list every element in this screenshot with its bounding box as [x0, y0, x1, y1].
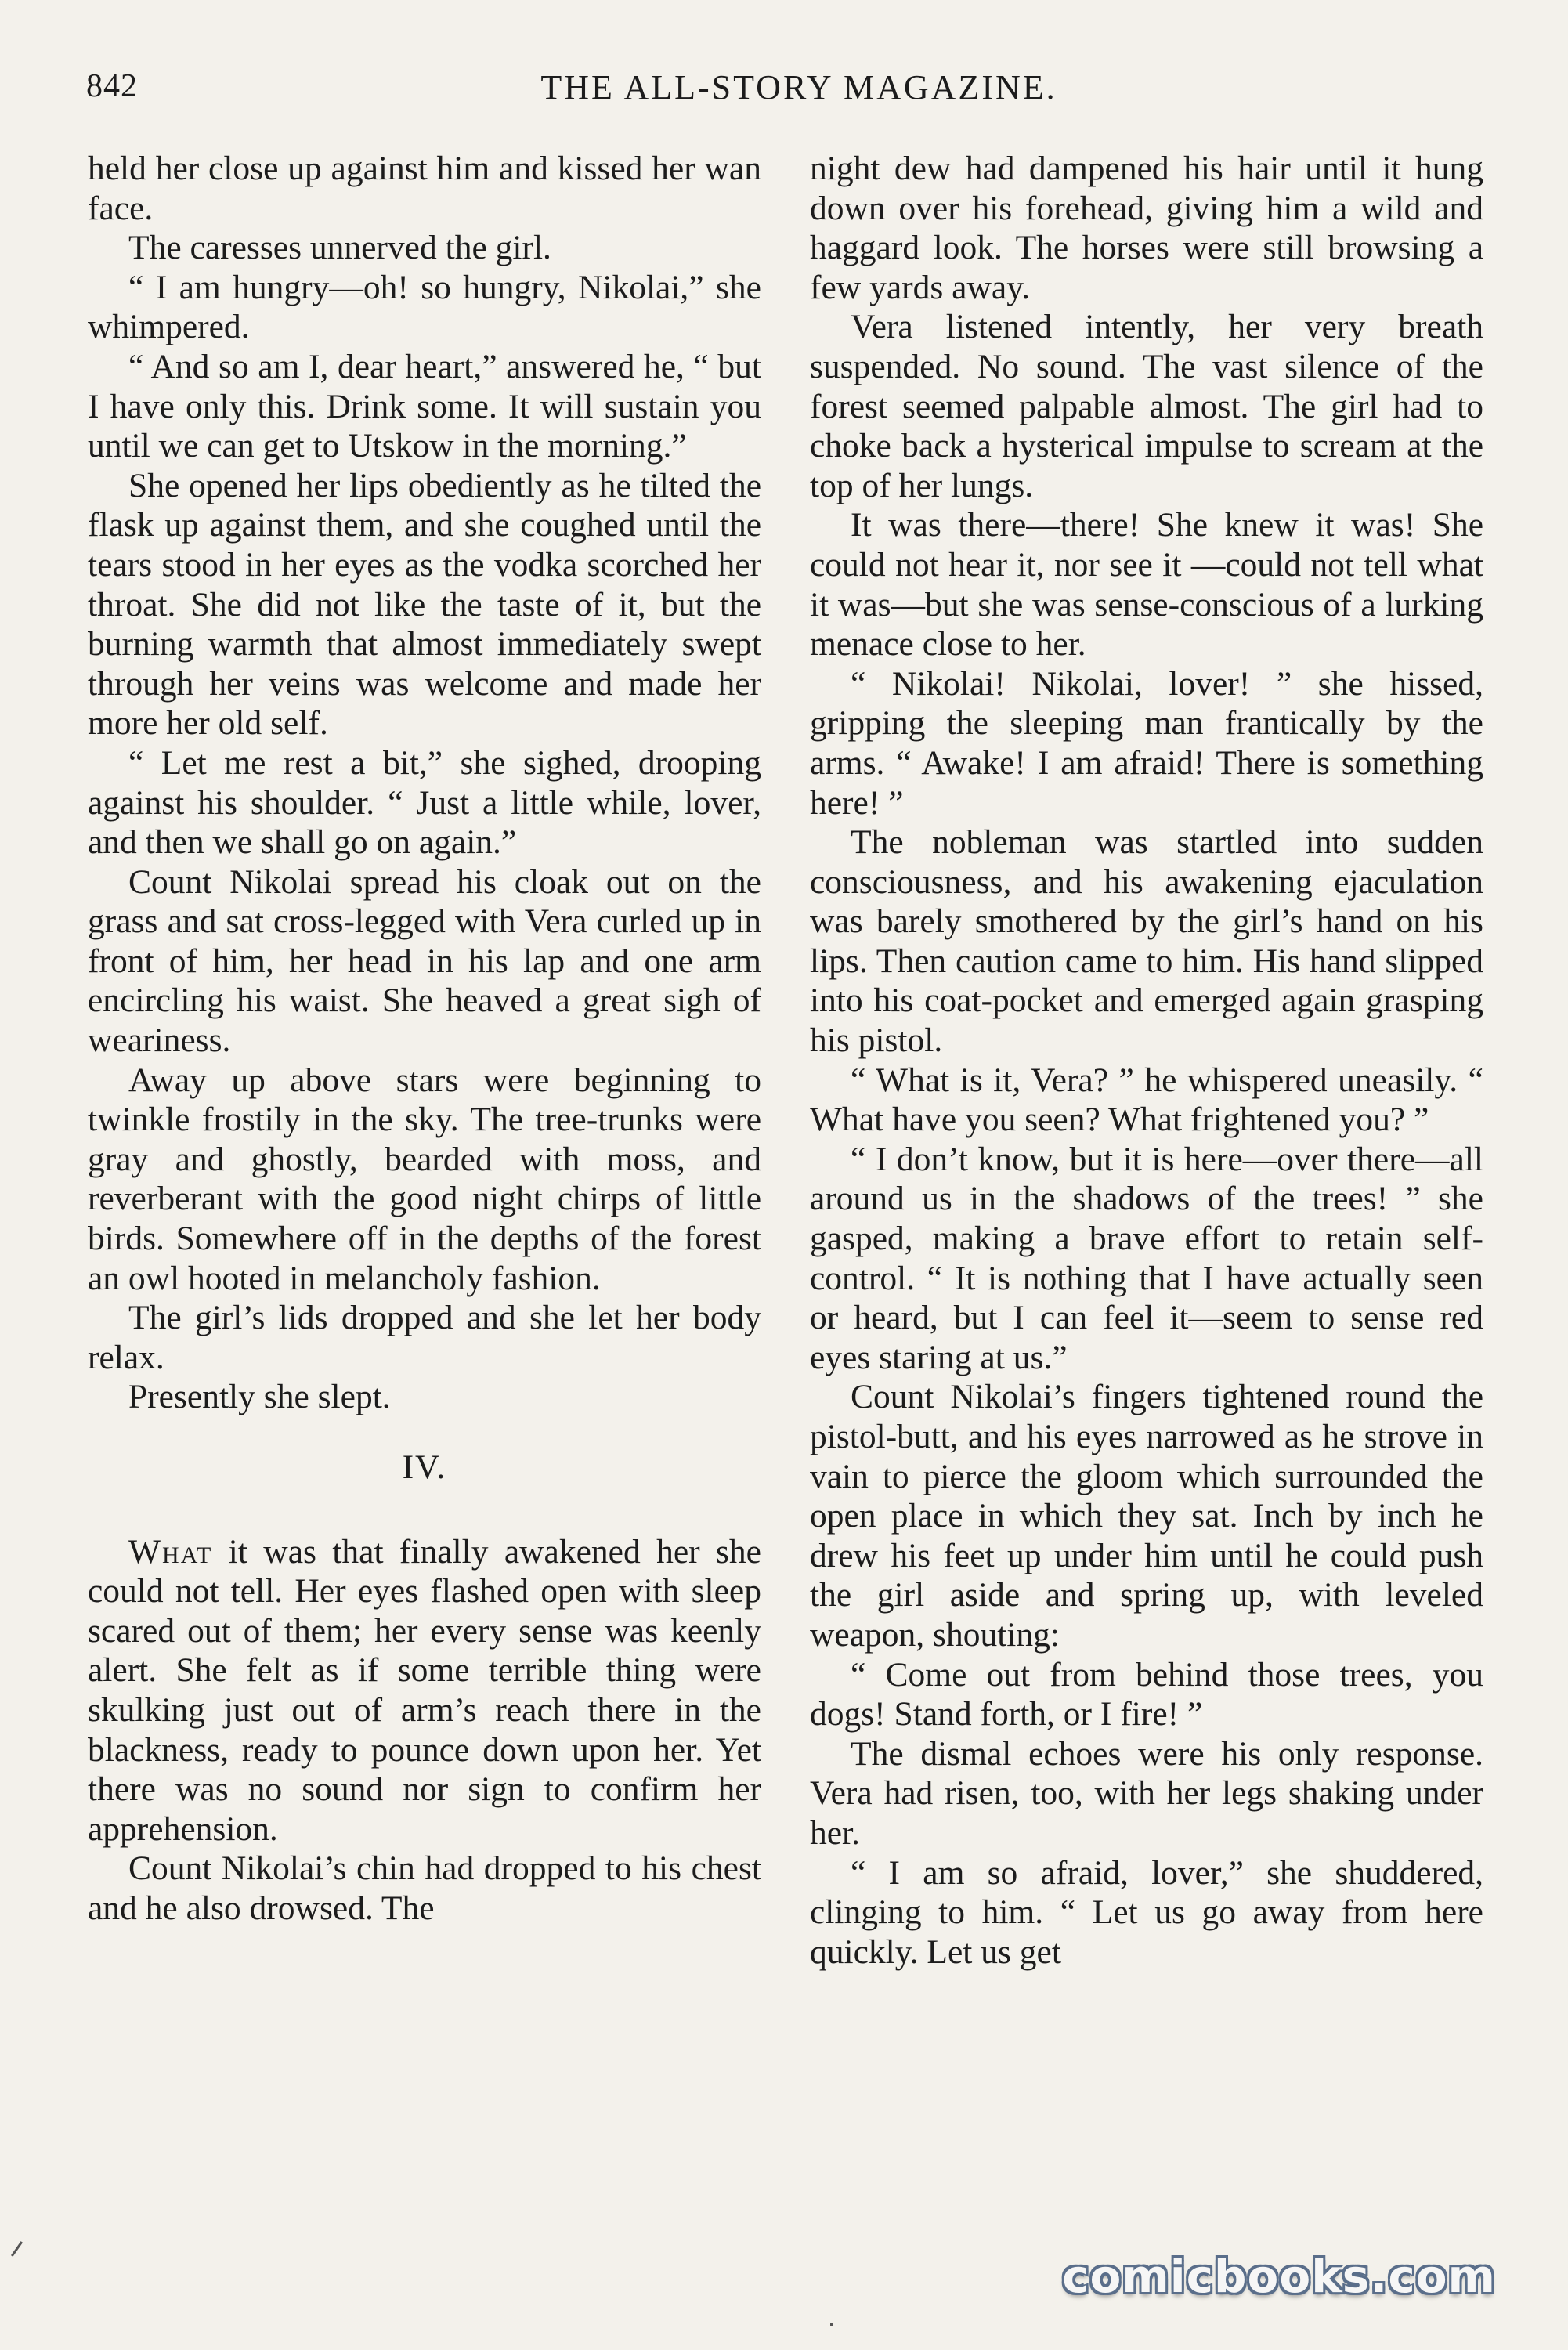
paragraph: “ I am hungry—oh! so hungry, Nikolai,” she whimpered. [88, 268, 761, 346]
paragraph: Away up above stars were beginning to twinkle frostily in the sky. The tree-trunks were gray and ghostly, bearded with moss, and reverberant with the good night chirps of little birds. Somewhere off in the depths of the forest an owl hooted in melancholy fashion. [88, 1061, 761, 1297]
paragraph: The nobleman was startled into sudden consciousness, and his awakening ejaculation was barely smothered by the girl’s hand on his lips. Then caution came to him. His hand slipped into his coat-pocket and emerged again grasping his pistol. [810, 823, 1483, 1060]
paragraph: “ I don’t know, but it is here—over there—all around us in the shadows of the trees! ” she gasped, making a brave effort to retain self-control. “ It is nothing that I have actually seen or heard, but I can feel it—seem to sense red eyes staring at us.” [810, 1140, 1483, 1376]
right-column [810, 149, 1483, 1972]
paragraph [88, 1532, 761, 1849]
left-column [88, 149, 761, 1929]
watermark: comicbooks.com [1062, 2250, 1496, 2303]
paragraph: It was there—there! She knew it was! She could not hear it, nor see it —could not tell what it was—but she was sense-conscious of a lurking menace close to her. [810, 506, 1483, 663]
paragraph: Count Nikolai’s chin had dropped to his chest and he also drowsed. The [88, 1849, 761, 1927]
paragraph: The dismal echoes were his only response. Vera had risen, too, with her legs shaking under her. [810, 1734, 1483, 1852]
paragraph: Count Nikolai spread his cloak out on the grass and sat cross-legged with Vera curled up in front of him, her head in his lap and one arm encircling his waist. She heaved a great sigh of weariness. [88, 862, 761, 1060]
paragraph: Vera listened intently, her very breath suspended. No sound. The vast silence of the forest seemed palpable almost. The girl had to choke back a hysterical impulse to scream at the top of her lungs. [810, 308, 1483, 504]
paragraph: Count Nikolai’s fingers tightened round the pistol-butt, and his eyes narrowed as he strove in vain to pierce the gloom which surrounded the open place in which they sat. Inch by inch he drew his feet up under him until he could push the girl aside and spring up, with leveled weapon, shouting: [810, 1378, 1483, 1654]
small-caps-lead: What [128, 1532, 213, 1571]
paragraph: “ What is it, Vera? ” he whispered uneasily. “ What have you seen? What frightened you? ” [810, 1061, 1483, 1139]
paragraph: The girl’s lids dropped and she let her body relax. [88, 1299, 761, 1376]
page-number: 842 [86, 68, 138, 104]
paragraph: “ Let me rest a bit,” she sighed, drooping against his shoulder. “ Just a little while, lover, and then we shall go on again.” [88, 743, 761, 862]
paragraph: “ And so am I, dear heart,” answered he, “ but I have only this. Drink some. It will sustain you until we can get to Utskow in the morning.” [88, 347, 761, 465]
paragraph: night dew had dampened his hair until it hung down over his forehead, giving him a wild and haggard look. The horses were still browsing a few yards away. [810, 150, 1483, 306]
scan-speck [11, 2241, 23, 2257]
scan-speck [830, 2323, 833, 2326]
paragraph: “ Come out from behind those trees, you dogs! Stand forth, or I fire! ” [810, 1655, 1483, 1734]
section-heading: IV. [402, 1449, 447, 1486]
paragraph: The caresses unnerved the girl. [128, 229, 551, 267]
paragraph: She opened her lips obediently as he tilted the flask up against them, and she coughed until the tears stood in her eyes as the vodka scorched her throat. She did not like the taste of it, but the burning warmth that almost immediately swept through her veins was welcome and made her more her old self. [88, 466, 761, 743]
paragraph: “ Nikolai! Nikolai, lover! ” she hissed, gripping the sleeping man frantically by the arms. “ Awake! I am afraid! There is something here! ” [810, 664, 1483, 822]
paragraph: held her close up against him and kissed her wan face. [88, 150, 761, 227]
paragraph: Presently she slept. [128, 1378, 391, 1416]
running-head: THE ALL-STORY MAGAZINE. [540, 68, 1057, 107]
paragraph-text: it was that finally awakened her she could not tell. Her eyes flashed open with sleep scared out of them; her every sense was keenly alert. She felt as if some terrible thing were skulking just out of arm’s reach there in the blackness, ready to pounce down upon her. Yet there was no sound nor sign to confirm her apprehension. [88, 1532, 761, 1848]
paragraph: “ I am so afraid, lover,” she shuddered, clinging to him. “ Let us go away from here quickly. Let us get [810, 1853, 1483, 1971]
